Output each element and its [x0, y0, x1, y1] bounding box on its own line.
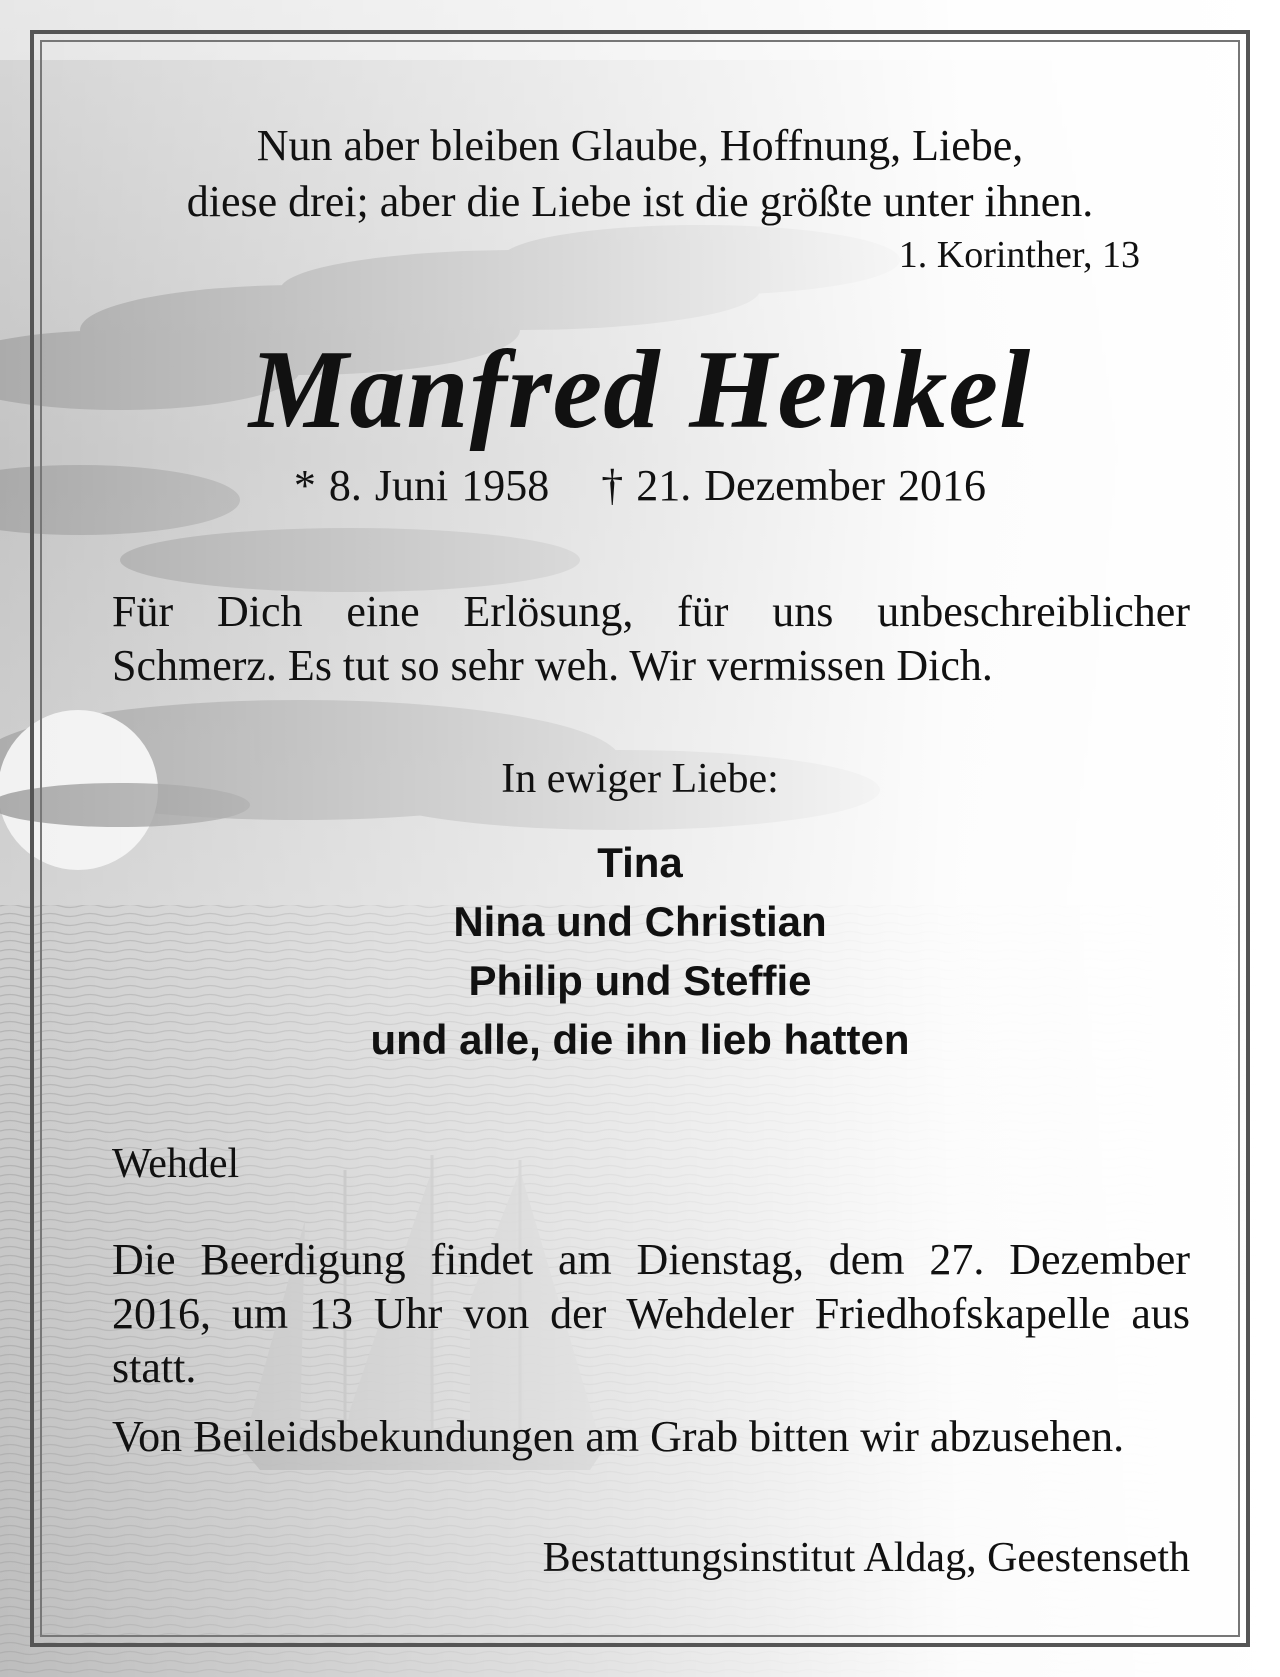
place-name: Wehdel — [112, 1141, 240, 1187]
quote-line: diese drei; aber die Liebe ist die größte unter ihnen. — [186, 177, 1094, 226]
birth-date: * 8. Juni 1958 — [293, 461, 550, 510]
mourners-list — [0, 833, 1280, 1069]
death-date: † 21. Dezember 2016 — [601, 461, 987, 510]
mourner: Philip und Steffie — [468, 957, 812, 1004]
message-line: Für Dich eine Erlösung, für uns unbeschreiblicher — [112, 587, 1190, 636]
undertaker: Bestattungsinstitut Aldag, Geestenseth — [542, 1535, 1190, 1581]
signature-intro: In ewiger Liebe: — [501, 756, 779, 802]
mourner: Tina — [597, 839, 683, 886]
mourner: und alle, die ihn lieb hatten — [370, 1016, 910, 1063]
deceased-name: Manfred Henkel — [248, 328, 1032, 452]
message-line: Schmerz. Es tut so sehr weh. Wir vermissen Dich. — [112, 641, 993, 690]
funeral-notice: Die Beerdigung findet am Dienstag, dem 27. Dezember 2016, um 13 Uhr von der Wehdeler Friedhofskapelle aus statt. — [112, 1235, 1190, 1392]
condolence-notice: Von Beileidsbekundungen am Grab bitten wir abzusehen. — [112, 1412, 1125, 1461]
life-dates — [0, 460, 1280, 512]
mourner: Nina und Christian — [453, 898, 827, 945]
farewell-message — [112, 585, 1190, 693]
bible-quote — [140, 118, 1140, 230]
quote-reference: 1. Korinther, 13 — [898, 234, 1140, 276]
quote-line: Nun aber bleiben Glaube, Hoffnung, Liebe, — [256, 121, 1024, 170]
